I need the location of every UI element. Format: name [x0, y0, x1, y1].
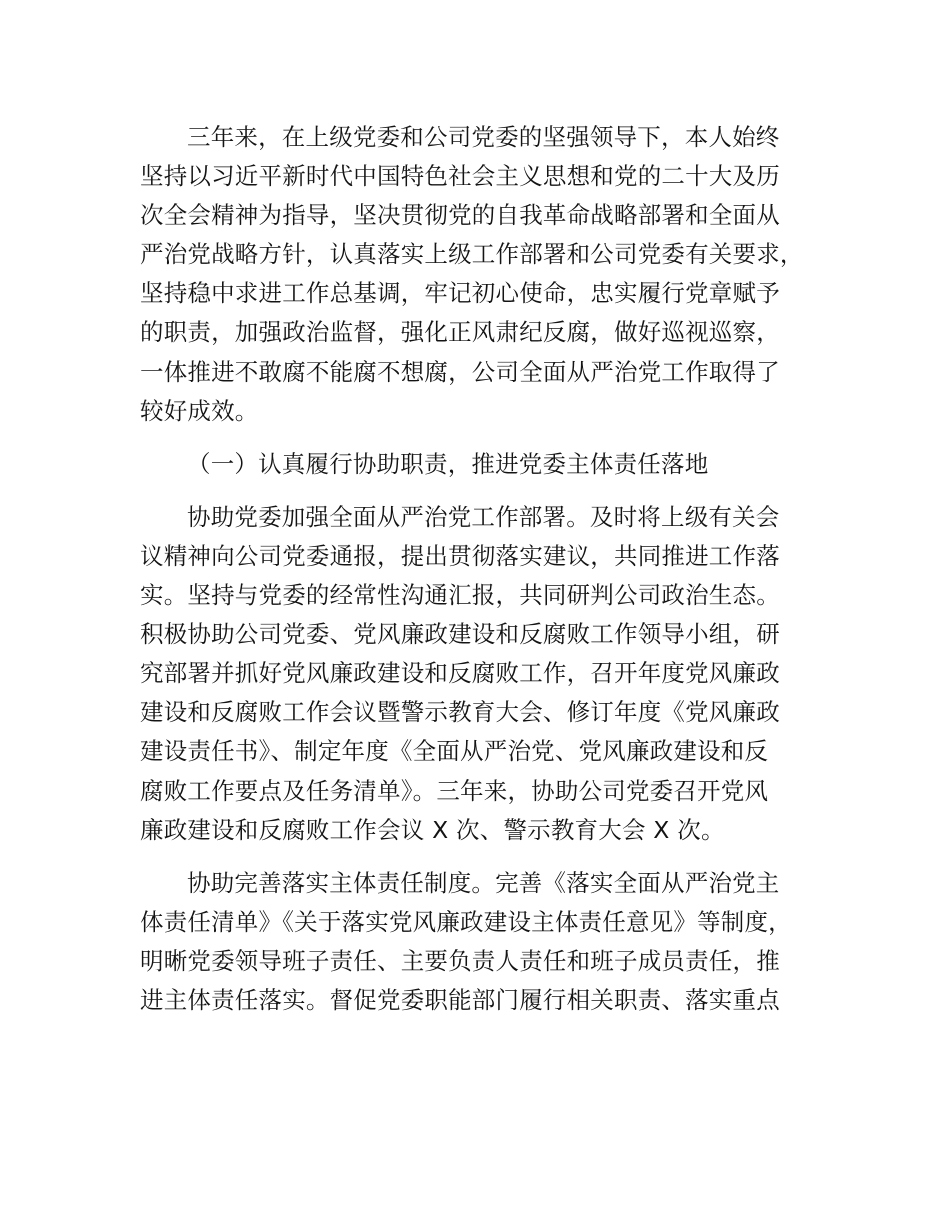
paragraph-line: 明晰党委领导班子责任、主要负责人责任和班子成员责任，推	[140, 946, 780, 975]
paragraph-line: 严治党战略方针，认真落实上级工作部署和公司党委有关要求，	[140, 240, 804, 269]
section-heading: （一）认真履行协助职责，推进党委主体责任落地	[187, 449, 709, 478]
paragraph-line: 议精神向公司党委通报，提出贯彻落实建议，共同推进工作落	[140, 541, 780, 570]
intro-paragraph	[140, 118, 840, 431]
paragraph-spacer	[140, 431, 840, 445]
paragraph-line: 次全会精神为指导，坚决贯彻党的自我革命战略部署和全面从	[140, 201, 780, 230]
paragraph-line: 进主体责任落实。督促党委职能部门履行相关职责、落实重点	[140, 985, 780, 1014]
paragraph-line: 三年来，在上级党委和公司党委的坚强领导下，本人始终	[187, 123, 780, 151]
paragraph-line: 究部署并抓好党风廉政建设和反腐败工作，召开年度党风廉政	[140, 659, 780, 688]
paragraph-3	[140, 864, 840, 1020]
paragraph-line: 积极协助公司党委、党风廉政建设和反腐败工作领导小组，研	[140, 620, 780, 649]
paragraph-line: 较好成效。	[140, 396, 259, 425]
paragraph-line: 廉政建设和反腐败工作会议 X 次、警示教育大会 X 次。	[140, 815, 725, 844]
paragraph-line: 建设和反腐败工作会议暨警示教育大会、修订年度《党风廉政	[140, 698, 780, 727]
paragraph-line: 协助完善落实主体责任制度。完善《落实全面从严治党主	[187, 868, 780, 897]
paragraph-line: 体责任清单》《关于落实党风廉政建设主体责任意见》等制度，	[140, 907, 792, 936]
document-body	[140, 118, 840, 1020]
paragraph-spacer	[140, 850, 840, 864]
paragraph-line: 坚持稳中求进工作总基调，牢记初心使命，忠实履行党章赋予	[140, 279, 780, 308]
paragraph-line: 建设责任书》、制定年度《全面从严治党、党风廉政建设和反	[140, 737, 769, 766]
paragraph-2	[140, 498, 840, 850]
paragraph-line: 协助党委加强全面从严治党工作部署。及时将上级有关会	[187, 502, 780, 531]
paragraph-line: 的职责，加强政治监督，强化正风肃纪反腐，做好巡视巡察，	[140, 318, 780, 347]
paragraph-spacer	[140, 484, 840, 498]
paragraph-line: 腐败工作要点及任务清单》。三年来，协助公司党委召开党风	[140, 776, 769, 805]
paragraph-line: 实。坚持与党委的经常性沟通汇报，共同研判公司政治生态。	[140, 581, 780, 610]
paragraph-line: 一体推进不敢腐不能腐不想腐，公司全面从严治党工作取得了	[140, 357, 780, 386]
paragraph-line: 坚持以习近平新时代中国特色社会主义思想和党的二十大及历	[140, 162, 780, 191]
